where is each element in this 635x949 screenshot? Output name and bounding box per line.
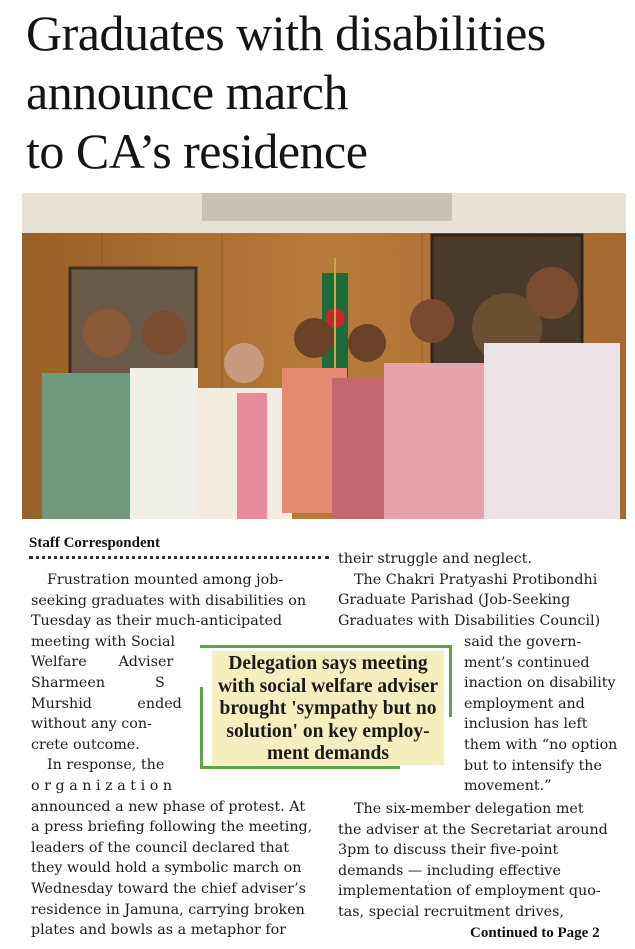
- text-line: inclusion has left: [464, 716, 588, 733]
- group-photo-image: [22, 193, 626, 519]
- article-column-2-bottom: [338, 799, 628, 923]
- text-line: 3pm to discuss their five-point: [338, 842, 559, 859]
- continued-link[interactable]: Continued to Page 2: [470, 925, 600, 941]
- text-line: plates and bowls as a metaphor for: [31, 922, 287, 939]
- pull-quote-line: brought 'sympathy but no: [219, 698, 437, 719]
- headline-line: to CA’s residence: [26, 123, 368, 179]
- text-line: leaders of the council declared that: [31, 839, 289, 856]
- text-line: their struggle and neglect.: [338, 551, 532, 567]
- text-line: crete outcome.: [31, 736, 140, 753]
- pull-quote-line: Delegation says meeting: [228, 653, 428, 674]
- text-line: Frustration mounted among job-: [47, 572, 284, 588]
- text-line: but to intensify the: [464, 757, 602, 774]
- text-line: In response, the: [47, 757, 165, 774]
- text-line: ment’s continued: [464, 654, 590, 671]
- text-line: them with “no option: [464, 736, 618, 753]
- text-line: Tuesday as their much-anticipated: [31, 613, 283, 630]
- text-line: a press briefing following the meeting,: [31, 819, 313, 836]
- pull-quote-line: ment demands: [267, 743, 389, 764]
- divider: [29, 556, 329, 559]
- pull-quote-border: [449, 645, 452, 717]
- pull-quote-text: [208, 653, 448, 766]
- text-line: residence in Jamuna, carrying broken: [31, 901, 305, 918]
- headline-line: announce march: [26, 64, 349, 120]
- text-line: Wednesday toward the chief adviser’s: [31, 880, 306, 897]
- text-line: Sharmeen S: [31, 674, 165, 691]
- text-line: The six-member delegation met: [354, 801, 584, 817]
- text-line: Graduates with Disabilities Council): [338, 612, 601, 629]
- text-line: Graduate Parishad (Job-Seeking: [338, 592, 571, 609]
- text-line: announced a new phase of protest. At: [31, 798, 306, 815]
- text-line: employment and: [464, 695, 585, 712]
- text-line: Murshid ended: [31, 695, 182, 712]
- text-line: tas, special recruitment drives,: [338, 903, 565, 920]
- text-line: inaction on disability: [464, 675, 616, 692]
- headline-line: Graduates with disabilities: [26, 5, 546, 61]
- text-line: the adviser at the Secretariat around: [338, 821, 608, 838]
- text-line: implementation of employment quo-: [338, 883, 601, 900]
- byline: Staff Correspondent: [29, 535, 160, 551]
- text-line: movement.”: [464, 778, 552, 795]
- text-line: The Chakri Pratyashi Protibondhi: [354, 571, 598, 588]
- headline: [26, 4, 626, 181]
- text-line: they would hold a symbolic march on: [31, 860, 302, 877]
- text-line: meeting with Social: [31, 633, 176, 650]
- pull-quote-line: solution' on key employ-: [226, 720, 430, 742]
- text-line: seeking graduates with disabilities on: [31, 592, 307, 609]
- pull-quote: [200, 645, 452, 775]
- text-line: said the govern-: [464, 634, 582, 650]
- text-line: Welfare Adviser: [31, 654, 174, 671]
- pull-quote-border: [200, 645, 452, 648]
- pull-quote-border: [200, 687, 203, 769]
- news-photo: [22, 193, 626, 519]
- article-column-2-mid: [464, 632, 628, 797]
- pull-quote-line: with social welfare adviser: [217, 675, 439, 697]
- text-line: without any con-: [31, 716, 152, 733]
- pull-quote-border: [200, 766, 400, 769]
- article-column-2-top: [338, 549, 628, 631]
- text-line: o r g a n i z a t i o n: [31, 777, 173, 794]
- text-line: demands — including effective: [338, 862, 561, 879]
